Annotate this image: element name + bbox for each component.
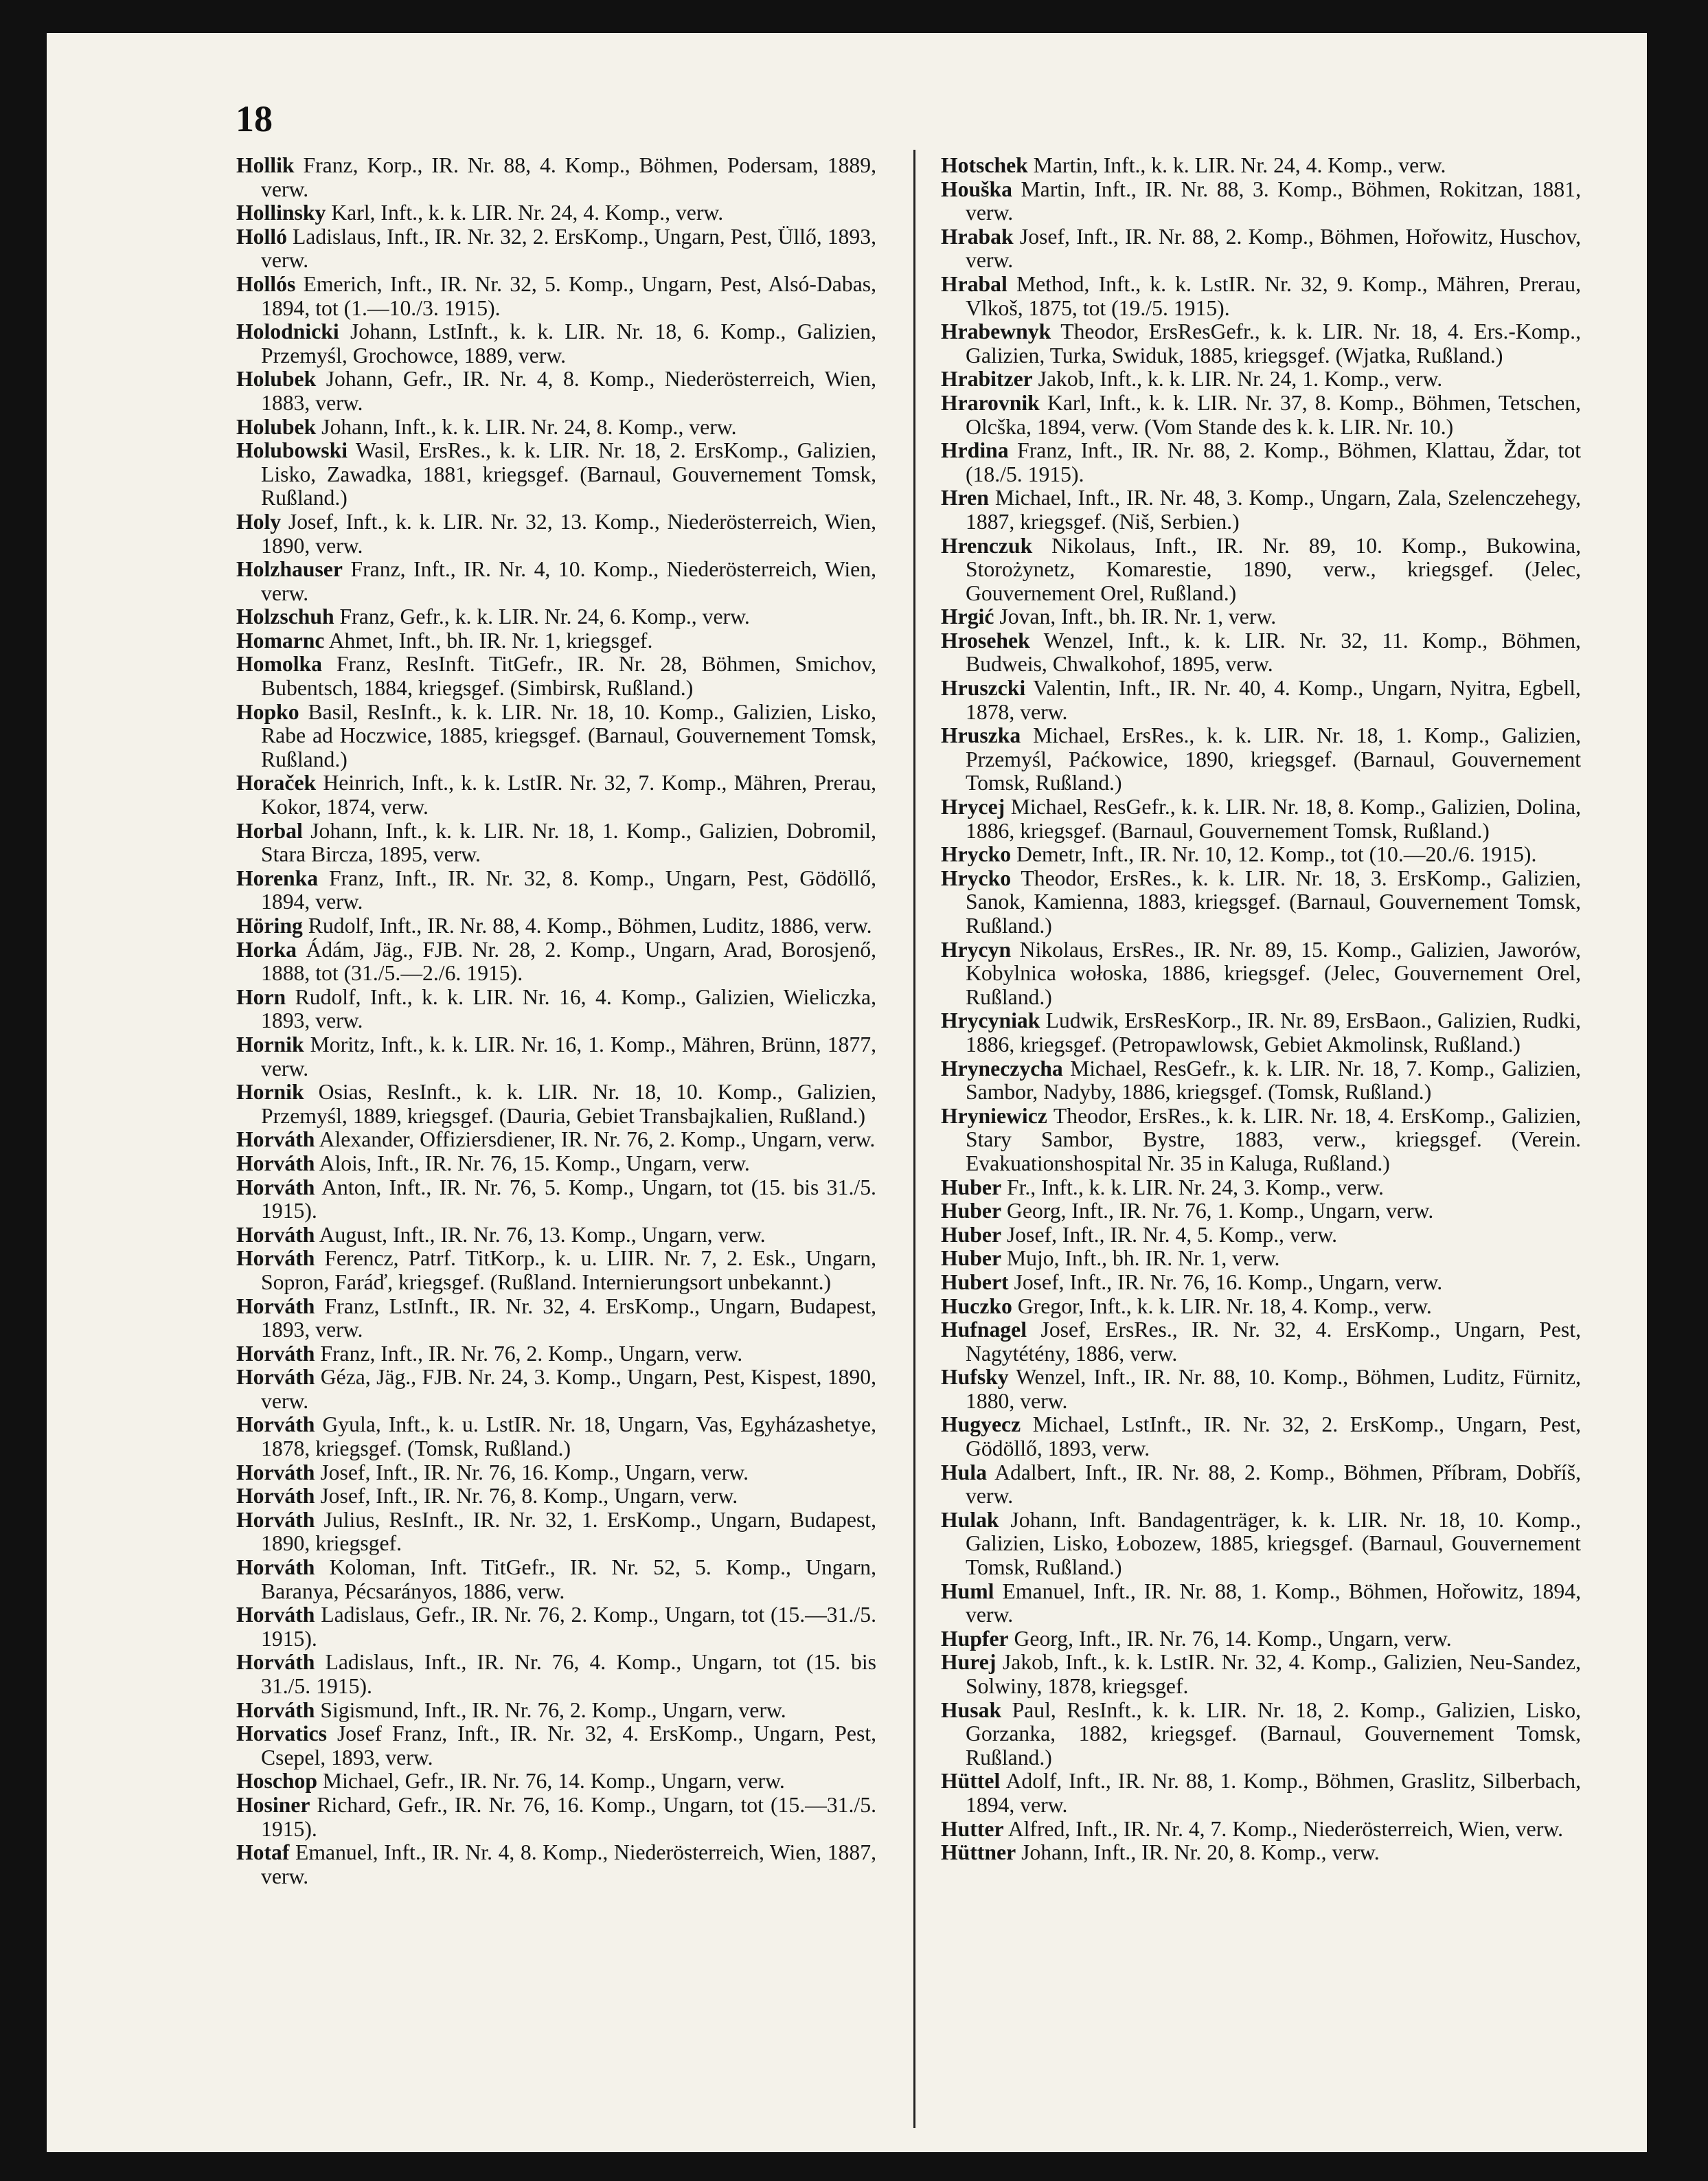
entry-details: Alfred, Inft., IR. Nr. 4, 7. Komp., Niederösterreich, Wien, verw. — [1007, 1816, 1563, 1841]
entry-surname: Hotaf — [236, 1840, 290, 1865]
entry-surname: Horváth — [236, 1555, 315, 1580]
entry-details: Emanuel, Inft., IR. Nr. 88, 1. Komp., Böhmen, Hořowitz, 1894, verw. — [966, 1579, 1582, 1627]
entry-details: Michael, ResGefr., k. k. LIR. Nr. 18, 7. Komp., Galizien, Sambor, Nadyby, 1886, kriegsgef. (Tomsk, Rußland.) — [966, 1056, 1582, 1105]
entry-surname: Horváth — [236, 1175, 315, 1199]
roster-entry — [941, 1413, 1581, 1460]
entry-details: Karl, Inft., k. k. LIR. Nr. 24, 4. Komp., verw. — [331, 201, 724, 225]
entry-surname: Hutter — [941, 1816, 1004, 1841]
entry-details: Michael, Inft., IR. Nr. 48, 3. Komp., Ungarn, Zala, Szelenczehegy, 1887, kriegsgef. (Niš, Serbien.) — [966, 486, 1582, 534]
entry-surname: Horváth — [236, 1412, 315, 1437]
entry-details: Martin, Inft., IR. Nr. 88, 3. Komp., Böhmen, Rokitzan, 1881, verw. — [966, 177, 1581, 225]
entry-details: Ádám, Jäg., FJB. Nr. 28, 2. Komp., Ungarn, Arad, Borosjenő, 1888, tot (31./5.—2./6. 1915). — [261, 937, 876, 986]
entry-details: Franz, Inft., IR. Nr. 76, 2. Komp., Ungarn, verw. — [320, 1341, 743, 1366]
roster-entry — [941, 1841, 1581, 1865]
entry-details: Heinrich, Inft., k. k. LstIR. Nr. 32, 7. Komp., Mähren, Prerau, Kokor, 1874, verw. — [261, 771, 876, 820]
roster-entry — [236, 416, 876, 440]
entry-details: Jakob, Inft., k. k. LstIR. Nr. 32, 4. Komp., Galizien, Neu-Sandez, Solwiny, 1878, kriegsgef. — [966, 1650, 1581, 1698]
entry-details: Josef, Inft., k. k. LIR. Nr. 32, 13. Komp., Niederösterreich, Wien, 1890, verw. — [261, 509, 876, 558]
entry-details: Ladislaus, Gefr., IR. Nr. 76, 2. Komp., Ungarn, tot (15.—31./5. 1915). — [261, 1603, 876, 1651]
roster-entry — [236, 653, 876, 700]
roster-entry — [941, 1651, 1581, 1698]
entry-surname: Huber — [941, 1199, 1002, 1223]
entry-surname: Hrabak — [941, 224, 1014, 249]
roster-entry — [941, 534, 1581, 606]
roster-entry — [941, 1366, 1581, 1413]
entry-details: Gyula, Inft., k. u. LstIR. Nr. 18, Ungarn, Vas, Egyházashetye, 1878, kriegsgef. (Tomsk, Rußland.) — [261, 1412, 876, 1461]
entry-details: Josef, Inft., IR. Nr. 76, 8. Komp., Ungarn, verw. — [320, 1484, 738, 1508]
entry-details: Karl, Inft., k. k. LIR. Nr. 37, 8. Komp., Böhmen, Tetschen, Olcška, 1894, verw. (Vom Stande des k. k. LIR. Nr. 10.) — [966, 390, 1581, 439]
entry-details: Franz, LstInft., IR. Nr. 32, 4. ErsKomp., Ungarn, Budapest, 1893, verw. — [261, 1293, 877, 1342]
entry-surname: Horváth — [236, 1127, 315, 1152]
roster-entry — [941, 867, 1581, 938]
entry-surname: Hruszka — [941, 723, 1021, 748]
entry-surname: Hula — [941, 1460, 987, 1484]
entry-surname: Horváth — [236, 1460, 315, 1484]
entry-surname: Hulak — [941, 1507, 999, 1532]
roster-entry — [236, 1342, 876, 1366]
entry-details: Demetr, Inft., IR. Nr. 10, 12. Komp., tot (10.—20./6. 1915). — [1016, 842, 1537, 867]
entry-surname: Houška — [941, 177, 1012, 201]
roster-entry — [236, 938, 876, 986]
entry-surname: Horbal — [236, 818, 303, 843]
roster-entry — [236, 439, 876, 510]
entry-details: Ladislaus, Inft., IR. Nr. 32, 2. ErsKomp., Ungarn, Pest, Üllő, 1893, verw. — [261, 224, 877, 273]
roster-entry — [941, 368, 1581, 392]
entry-surname: Horka — [236, 937, 297, 962]
entry-details: Rudolf, Inft., k. k. LIR. Nr. 16, 4. Komp., Galizien, Wieliczka, 1893, verw. — [261, 984, 876, 1033]
entry-surname: Hopko — [236, 699, 299, 724]
entry-details: Emerich, Inft., IR. Nr. 32, 5. Komp., Ungarn, Pest, Alsó-Dabas, 1894, tot (1.—10./3. 1915). — [261, 271, 877, 320]
entry-details: Method, Inft., k. k. LstIR. Nr. 32, 9. Komp., Mähren, Prerau, Vlkoš, 1875, tot (19./5. 1915). — [966, 271, 1582, 320]
entry-surname: Hornik — [236, 1080, 304, 1105]
entry-surname: Hruszcki — [941, 676, 1026, 701]
roster-entry — [941, 1818, 1581, 1842]
roster-entry — [941, 605, 1581, 629]
entry-surname: Horváth — [236, 1151, 315, 1175]
entry-details: Theodor, ErsRes., k. k. LIR. Nr. 18, 4. ErsKomp., Galizien, Stary Sambor, Bystre, 1883, verw., kriegsgef. (Verein. Evakuationshospital Nr. 35 in Kaluga, Rußland.) — [966, 1103, 1581, 1175]
roster-entry — [236, 701, 876, 772]
entry-surname: Hurej — [941, 1650, 997, 1675]
entry-details: Theodor, ErsRes., k. k. LIR. Nr. 18, 3. ErsKomp., Galizien, Sanok, Kamienna, 1883, kriegsgef. (Barnaul, Gouvernement Tomsk, Rußland.) — [966, 866, 1581, 938]
entry-surname: Holodnicki — [236, 319, 339, 344]
entry-details: Josef, Inft., IR. Nr. 76, 16. Komp., Ungarn, verw. — [1014, 1269, 1443, 1294]
entry-surname: Holy — [236, 509, 282, 534]
entry-surname: Hrabitzer — [941, 367, 1033, 392]
roster-entry — [941, 1627, 1581, 1651]
entry-surname: Holubek — [236, 414, 317, 439]
entry-surname: Holubowski — [236, 438, 348, 463]
entry-details: Gregor, Inft., k. k. LIR. Nr. 18, 4. Komp., verw. — [1017, 1293, 1432, 1318]
entry-surname: Horaček — [236, 771, 317, 795]
entry-details: Franz, ResInft. TitGefr., IR. Nr. 28, Böhmen, Smichov, Bubentsch, 1884, kriegsgef. (Simbirsk, Rußland.) — [261, 652, 876, 701]
roster-entry — [236, 1651, 876, 1698]
entry-details: Johann, Inft., k. k. LIR. Nr. 18, 1. Komp., Galizien, Dobromil, Stara Bircza, 1895, verw. — [261, 818, 876, 867]
roster-entry — [941, 1318, 1581, 1366]
entry-surname: Hrarovnik — [941, 390, 1040, 415]
entry-details: Josef, Inft., IR. Nr. 76, 16. Komp., Ungarn, verw. — [320, 1460, 749, 1484]
roster-entry — [941, 1105, 1581, 1176]
roster-entry — [941, 629, 1581, 677]
entry-surname: Hoschop — [236, 1769, 317, 1794]
roster-entry — [236, 1461, 876, 1485]
roster-entry — [236, 986, 876, 1033]
roster-entry — [236, 914, 876, 938]
roster-entry — [941, 1199, 1581, 1223]
roster-entry — [236, 820, 876, 867]
roster-entry — [941, 1295, 1581, 1319]
entry-details: Ladislaus, Inft., IR. Nr. 76, 4. Komp., Ungarn, tot (15. bis 31./5. 1915). — [261, 1650, 876, 1698]
entry-surname: Homolka — [236, 652, 323, 677]
entry-surname: Hugyecz — [941, 1412, 1021, 1437]
entry-surname: Hrycej — [941, 795, 1005, 820]
roster-entry — [236, 1722, 876, 1770]
entry-details: Josef, Inft., IR. Nr. 4, 5. Komp., verw. — [1006, 1222, 1338, 1247]
entry-surname: Hüttner — [941, 1840, 1016, 1865]
roster-entry — [941, 843, 1581, 867]
entry-surname: Horvatics — [236, 1721, 327, 1746]
roster-entry — [236, 1247, 876, 1294]
entry-details: Franz, Gefr., k. k. LIR. Nr. 24, 6. Komp., verw. — [339, 604, 750, 629]
entry-details: Jakob, Inft., k. k. LIR. Nr. 24, 1. Komp., verw. — [1038, 367, 1443, 392]
entry-details: Rudolf, Inft., IR. Nr. 88, 4. Komp., Böhmen, Luditz, 1886, verw. — [308, 914, 872, 938]
entry-surname: Holubek — [236, 367, 317, 392]
entry-surname: Hollós — [236, 271, 296, 296]
entry-details: Nikolaus, ErsRes., IR. Nr. 89, 15. Komp., Galizien, Jaworów, Kobylnica wołoska, 1886, kriegsgef. (Jelec, Gouvernement Orel, Rußland.) — [966, 937, 1581, 1009]
roster-entry — [236, 368, 876, 415]
right-column — [941, 154, 1581, 1865]
roster-entry — [236, 1128, 876, 1152]
entry-details: Ludwik, ErsResKorp., IR. Nr. 89, ErsBaon., Galizien, Rudki, 1886, kriegsgef. (Petropawlowsk, Gebiet Akmolinsk, Rußland.) — [966, 1008, 1581, 1056]
entry-surname: Horváth — [236, 1293, 315, 1318]
entry-details: Michael, ResGefr., k. k. LIR. Nr. 18, 8. Komp., Galizien, Dolina, 1886, kriegsgef. (Barnaul, Gouvernement Tomsk, Rußland.) — [966, 795, 1582, 843]
entry-details: Michael, LstInft., IR. Nr. 32, 2. ErsKomp., Ungarn, Pest, Gödöllő, 1893, verw. — [966, 1412, 1581, 1461]
entry-surname: Husak — [941, 1697, 1002, 1722]
roster-entry — [236, 1152, 876, 1176]
roster-entry — [236, 771, 876, 819]
column-divider — [913, 150, 915, 2128]
roster-entry — [236, 273, 876, 320]
roster-entry — [941, 1247, 1581, 1271]
entry-details: Johann, LstInft., k. k. LIR. Nr. 18, 6. Komp., Galizien, Przemyśl, Grochowce, 1889, verw. — [261, 319, 877, 368]
entry-details: Anton, Inft., IR. Nr. 76, 5. Komp., Ungarn, tot (15. bis 31./5. 1915). — [261, 1175, 876, 1223]
roster-entry — [236, 1295, 876, 1342]
entry-details: Johann, Inft., IR. Nr. 20, 8. Komp., verw. — [1021, 1840, 1380, 1865]
page-number: 18 — [236, 98, 273, 139]
entry-details: Wenzel, Inft., k. k. LIR. Nr. 32, 11. Komp., Böhmen, Budweis, Chwalkohof, 1895, verw. — [966, 628, 1581, 677]
roster-entry — [236, 1033, 876, 1081]
entry-details: Franz, Inft., IR. Nr. 32, 8. Komp., Ungarn, Pest, Gödöllő, 1894, verw. — [261, 866, 877, 914]
roster-entry — [941, 273, 1581, 320]
entry-details: Moritz, Inft., k. k. LIR. Nr. 16, 1. Komp., Mähren, Brünn, 1877, verw. — [261, 1032, 876, 1081]
roster-entry — [236, 1413, 876, 1460]
roster-entry — [236, 1556, 876, 1603]
entry-details: Emanuel, Inft., IR. Nr. 4, 8. Komp., Niederösterreich, Wien, 1887, verw. — [261, 1840, 877, 1888]
entry-details: Julius, ResInft., IR. Nr. 32, 1. ErsKomp., Ungarn, Budapest, 1890, kriegsgef. — [261, 1507, 877, 1556]
entry-details: Ahmet, Inft., bh. IR. Nr. 1, kriegsgef. — [328, 628, 653, 653]
entry-surname: Hren — [941, 486, 989, 510]
entry-surname: Hotschek — [941, 153, 1028, 177]
roster-entry — [941, 178, 1581, 225]
entry-surname: Hupfer — [941, 1626, 1009, 1651]
roster-entry — [236, 558, 876, 605]
roster-entry — [941, 1057, 1581, 1105]
entry-details: Koloman, Inft. TitGefr., IR. Nr. 52, 5. Komp., Ungarn, Baranya, Pécsarányos, 1886, verw. — [261, 1555, 877, 1603]
entry-details: Alois, Inft., IR. Nr. 76, 15. Komp., Ungarn, verw. — [319, 1151, 750, 1175]
entry-details: Franz, Inft., IR. Nr. 88, 2. Komp., Böhmen, Klattau, Ždar, tot (18./5. 1915). — [966, 438, 1581, 486]
entry-details: Michael, Gefr., IR. Nr. 76, 14. Komp., Ungarn, verw. — [322, 1769, 785, 1794]
roster-entry — [236, 1081, 876, 1128]
entry-surname: Hrycyn — [941, 937, 1012, 962]
entry-surname: Holzschuh — [236, 604, 334, 629]
entry-details: Josef Franz, Inft., IR. Nr. 32, 4. ErsKomp., Ungarn, Pest, Csepel, 1893, verw. — [261, 1721, 876, 1770]
entry-details: Alexander, Offiziersdiener, IR. Nr. 76, 2. Komp., Ungarn, verw. — [319, 1127, 876, 1152]
entry-details: Georg, Inft., IR. Nr. 76, 1. Komp., Ungarn, verw. — [1006, 1199, 1434, 1223]
entry-surname: Hufsky — [941, 1365, 1009, 1390]
roster-entry — [236, 225, 876, 273]
roster-entry — [236, 154, 876, 201]
entry-surname: Hrgić — [941, 604, 994, 629]
left-column — [236, 154, 876, 1888]
roster-entry — [941, 1461, 1581, 1508]
roster-entry — [941, 392, 1581, 439]
document-page — [47, 33, 1647, 2152]
entry-surname: Horváth — [236, 1246, 315, 1271]
roster-entry — [236, 201, 876, 225]
roster-entry — [236, 629, 876, 653]
entry-surname: Horváth — [236, 1365, 315, 1390]
entry-surname: Hrycko — [941, 866, 1012, 890]
entry-details: Ferencz, Patrf. TitKorp., k. u. LIIR. Nr. 7, 2. Esk., Ungarn, Sopron, Faráď, kriegsgef. (Rußland. Internierungsort unbekannt.) — [261, 1246, 876, 1294]
entry-surname: Horenka — [236, 866, 319, 890]
entry-surname: Hufnagel — [941, 1318, 1027, 1342]
entry-surname: Horváth — [236, 1341, 315, 1366]
entry-surname: Hosiner — [236, 1792, 310, 1817]
roster-entry — [236, 1841, 876, 1888]
roster-entry — [941, 1176, 1581, 1200]
roster-entry — [941, 724, 1581, 795]
roster-entry — [236, 867, 876, 914]
roster-entry — [236, 1508, 876, 1556]
roster-entry — [236, 1699, 876, 1723]
entry-details: Mujo, Inft., bh. IR. Nr. 1, verw. — [1006, 1246, 1280, 1271]
entry-details: Richard, Gefr., IR. Nr. 76, 16. Komp., Ungarn, tot (15.—31./5. 1915). — [261, 1792, 876, 1841]
entry-surname: Hrabewnyk — [941, 319, 1051, 344]
entry-surname: Hrenczuk — [941, 533, 1033, 558]
roster-entry — [236, 1794, 876, 1841]
entry-surname: Hollik — [236, 153, 295, 177]
entry-details: Josef, Inft., IR. Nr. 88, 2. Komp., Böhmen, Hořowitz, Huschov, verw. — [966, 224, 1582, 273]
entry-surname: Huml — [941, 1579, 994, 1603]
entry-details: Theodor, ErsResGefr., k. k. LIR. Nr. 18, 4. Ers.-Komp., Galizien, Turka, Swiduk, 1885, kriegsgef. (Wjatka, Rußland.) — [966, 319, 1581, 368]
entry-details: Osias, ResInft., k. k. LIR. Nr. 18, 10. Komp., Galizien, Przemyśl, 1889, kriegsgef. (Dauria, Gebiet Transbajkalien, Rußland.) — [261, 1080, 876, 1128]
roster-entry — [236, 320, 876, 368]
entry-surname: Holzhauser — [236, 557, 343, 582]
roster-entry — [236, 1770, 876, 1794]
roster-entry — [236, 605, 876, 629]
entry-details: Adalbert, Inft., IR. Nr. 88, 2. Komp., Böhmen, Příbram, Dobříš, verw. — [966, 1460, 1581, 1508]
entry-surname: Hrycko — [941, 842, 1012, 867]
roster-entry — [941, 225, 1581, 273]
roster-entry — [941, 439, 1581, 486]
roster-entry — [941, 154, 1581, 178]
entry-surname: Huczko — [941, 1293, 1012, 1318]
entry-surname: Huber — [941, 1222, 1002, 1247]
entry-details: Wasil, ErsRes., k. k. LIR. Nr. 18, 2. ErsKomp., Galizien, Lisko, Zawadka, 1881, kriegsgef. (Barnaul, Gouvernement Tomsk, Rußland.) — [261, 438, 876, 510]
entry-surname: Horn — [236, 984, 286, 1009]
entry-surname: Homarnc — [236, 628, 325, 653]
entry-details: Adolf, Inft., IR. Nr. 88, 1. Komp., Böhmen, Graslitz, Silberbach, 1894, verw. — [966, 1769, 1581, 1817]
entry-details: Paul, ResInft., k. k. LIR. Nr. 18, 2. Komp., Galizien, Lisko, Gorzanka, 1882, kriegsgef. (Barnaul, Gouvernement Tomsk, Rußland.) — [966, 1697, 1581, 1770]
entry-surname: Horváth — [236, 1507, 315, 1532]
entry-surname: Hüttel — [941, 1769, 1001, 1794]
roster-entry — [941, 1770, 1581, 1817]
entry-surname: Höring — [236, 914, 303, 938]
entry-surname: Horváth — [236, 1650, 315, 1675]
entry-surname: Hrabal — [941, 271, 1007, 296]
entry-details: Michael, ErsRes., k. k. LIR. Nr. 18, 1. Komp., Galizien, Przemyśl, Paćkowice, 1890, kriegsgef. (Barnaul, Gouvernement Tomsk, Rußland.) — [966, 723, 1582, 795]
entry-surname: Hryniewicz — [941, 1103, 1047, 1128]
entry-surname: Hollinsky — [236, 201, 326, 225]
entry-details: August, Inft., IR. Nr. 76, 13. Komp., Ungarn, verw. — [319, 1222, 766, 1247]
roster-entry — [941, 1223, 1581, 1247]
entry-surname: Huber — [941, 1246, 1002, 1271]
entry-surname: Hrdina — [941, 438, 1009, 463]
roster-entry — [941, 677, 1581, 724]
entry-details: Johann, Inft., k. k. LIR. Nr. 24, 8. Komp., verw. — [321, 414, 737, 439]
entry-surname: Hryneczycha — [941, 1056, 1063, 1081]
entry-surname: Horváth — [236, 1222, 315, 1247]
entry-surname: Horváth — [236, 1603, 315, 1627]
entry-surname: Hrosehek — [941, 628, 1030, 653]
roster-entry — [941, 1699, 1581, 1770]
roster-entry — [236, 1603, 876, 1651]
entry-details: Nikolaus, Inft., IR. Nr. 89, 10. Komp., Bukowina, Storożynetz, Komarestie, 1890, verw., kriegsgef. (Jelec, Gouvernement Orel, Rußland.) — [966, 533, 1582, 605]
entry-details: Johann, Gefr., IR. Nr. 4, 8. Komp., Niederösterreich, Wien, 1883, verw. — [261, 367, 876, 415]
entry-details: Franz, Korp., IR. Nr. 88, 4. Komp., Böhmen, Podersam, 1889, verw. — [261, 153, 877, 201]
entry-surname: Hrycyniak — [941, 1008, 1040, 1033]
entry-details: Franz, Inft., IR. Nr. 4, 10. Komp., Niederösterreich, Wien, verw. — [261, 557, 876, 605]
entry-details: Wenzel, Inft., IR. Nr. 88, 10. Komp., Böhmen, Luditz, Fürnitz, 1880, verw. — [966, 1365, 1581, 1413]
roster-entry — [941, 1508, 1581, 1580]
entry-surname: Huber — [941, 1175, 1002, 1199]
roster-entry — [236, 1484, 876, 1508]
entry-details: Valentin, Inft., IR. Nr. 40, 4. Komp., Ungarn, Nyitra, Egbell, 1878, verw. — [966, 676, 1581, 724]
entry-details: Géza, Jäg., FJB. Nr. 24, 3. Komp., Ungarn, Pest, Kispest, 1890, verw. — [261, 1365, 877, 1413]
roster-entry — [941, 795, 1581, 843]
entry-details: Georg, Inft., IR. Nr. 76, 14. Komp., Ungarn, verw. — [1014, 1626, 1452, 1651]
entry-details: Fr., Inft., k. k. LIR. Nr. 24, 3. Komp., verw. — [1006, 1175, 1384, 1199]
roster-entry — [236, 1223, 876, 1247]
roster-entry — [941, 1580, 1581, 1627]
entry-details: Martin, Inft., k. k. LIR. Nr. 24, 4. Komp., verw. — [1033, 153, 1446, 177]
entry-surname: Hubert — [941, 1269, 1009, 1294]
entry-details: Johann, Inft. Bandagenträger, k. k. LIR. Nr. 18, 10. Komp., Galizien, Lisko, Łobozew, 1885, kriegsgef. (Barnaul, Gouvernement Tomsk, Rußland.) — [966, 1507, 1582, 1580]
roster-entry — [941, 1009, 1581, 1056]
entry-surname: Horváth — [236, 1484, 315, 1508]
roster-entry — [236, 1366, 876, 1413]
entry-details: Josef, ErsRes., IR. Nr. 32, 4. ErsKomp., Ungarn, Pest, Nagytétény, 1886, verw. — [966, 1318, 1581, 1366]
entry-surname: Hornik — [236, 1032, 304, 1056]
entry-details: Basil, ResInft., k. k. LIR. Nr. 18, 10. Komp., Galizien, Lisko, Rabe ad Hoczwice, 1885, kriegsgef. (Barnaul, Gouvernement Tomsk, Rußland.) — [261, 699, 876, 771]
entry-surname: Horváth — [236, 1697, 315, 1722]
roster-entry — [941, 1271, 1581, 1295]
roster-entry — [941, 486, 1581, 534]
roster-entry — [941, 938, 1581, 1010]
entry-surname: Holló — [236, 224, 287, 249]
roster-entry — [941, 320, 1581, 368]
entry-details: Jovan, Inft., bh. IR. Nr. 1, verw. — [999, 604, 1277, 629]
entry-details: Sigismund, Inft., IR. Nr. 76, 2. Komp., Ungarn, verw. — [320, 1697, 786, 1722]
roster-entry — [236, 510, 876, 558]
roster-entry — [236, 1176, 876, 1223]
